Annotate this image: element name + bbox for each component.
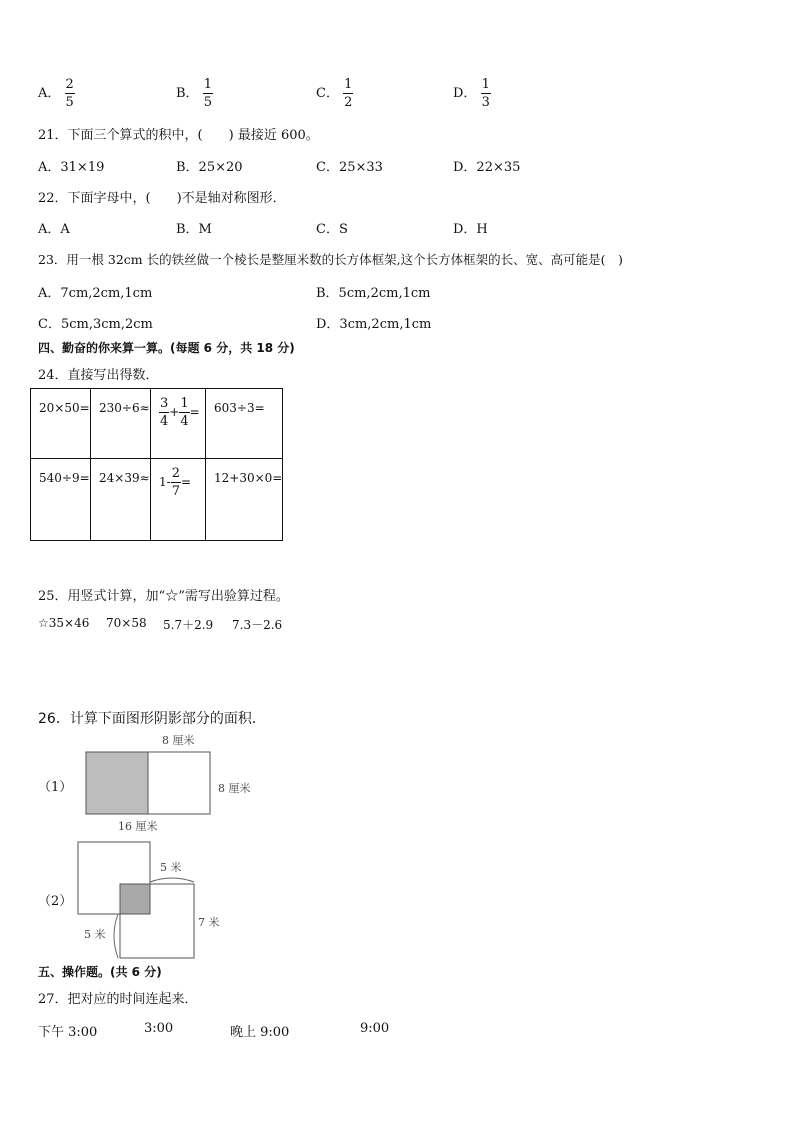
q27-question: 27．把对应的时间连起来． [38,992,198,1007]
q22-option-a: A．A [38,222,70,237]
q25-question: 25．用竖式计算，加“☆”需写出验算过程。 [38,589,289,604]
fraction: $\frac{1}{3}$ [481,77,490,110]
fig2-top-label: 5 米 [160,861,182,874]
q23-option-b: B．5cm,2cm,1cm [316,286,431,301]
figure-2 [76,838,246,963]
fraction: $\frac{3}{4}$ [160,396,169,429]
section-heading: 五、操作题。(共 6 分) [38,965,162,979]
calc-cell: 540÷9= [31,459,91,541]
calc-cell: 24×39≈ [91,459,151,541]
q26-question: 26．计算下面图形阴影部分的面积． [38,711,266,727]
fraction: $\frac{1}{4}$ [180,396,189,429]
time-item: 9:00 [360,1021,390,1036]
q20-option-b [176,78,213,109]
q25-item: 70×58 [106,616,147,630]
option-letter: D． [453,86,477,101]
shaded-overlap [120,884,150,914]
shaded-square [86,752,148,814]
left-brace [114,914,118,958]
q23-option-d: D．3cm,2cm,1cm [316,317,432,332]
option-letter: A． [38,86,61,101]
q25-item: 5.7＋2.9 [163,618,214,632]
fraction: $\frac{1}{5}$ [203,77,212,110]
q21-option-d: D．22×35 [453,160,521,175]
q25-item: ☆35×46 [38,616,90,630]
calc-cell: $\frac{3}{4}$ + $\frac{1}{4}$ = [151,389,206,459]
calc-cell: 1- $\frac{2}{7}$ = [151,459,206,541]
option-letter: C． [316,86,339,101]
calc-cell: 230÷6≈ [91,389,151,459]
q22-option-c: C．S [316,222,348,237]
white-square [148,752,210,814]
fig2-left-label: 5 米 [84,928,106,941]
fig1-top-label: 8 厘米 [162,734,195,747]
q21-question: 21．下面三个算式的积中，( ) 最接近 600。 [38,128,319,143]
top-brace [150,878,194,882]
q25-item: 7.3－2.6 [232,618,283,632]
figure-1-label: （1） [38,780,73,795]
table-row [31,389,283,459]
calc-cell: 20×50= [31,389,91,459]
q22-question: 22．下面字母中，( )不是轴对称图形． [38,191,286,206]
q20-option-a [38,78,75,109]
table-row [31,459,283,541]
calc-cell: 603÷3= [206,389,283,459]
q24-question: 24．直接写出得数． [38,368,159,383]
fraction: $\frac{1}{2}$ [344,77,353,110]
q21-option-c: C．25×33 [316,160,383,175]
option-letter: B． [176,86,199,101]
time-item: 晚上 9:00 [230,1025,290,1040]
q20-option-d [453,78,491,109]
fig1-right-label: 8 厘米 [218,782,251,795]
q21-option-b: B．25×20 [176,160,243,175]
calc-cell: 12+30×0= [206,459,283,541]
q24-calculation-table [30,388,283,541]
section-heading: 四、勤奋的你来算一算。(每题 6 分，共 18 分) [38,341,295,355]
q22-option-d: D．H [453,222,488,237]
fraction: $\frac{2}{5}$ [65,77,74,110]
q20-option-c [316,78,353,109]
time-item: 3:00 [144,1021,174,1036]
figure-1 [80,730,270,840]
fraction: $\frac{2}{7}$ [171,466,180,499]
q22-option-b: B．M [176,222,212,237]
q23-option-c: C．5cm,3cm,2cm [38,317,153,332]
fig1-bottom-label: 16 厘米 [118,820,158,833]
q23-question: 23．用一根 32cm 长的铁丝做一个棱长是整厘米数的长方体框架,这个长方体框架的长、宽、高可能是( ) [38,252,623,267]
time-item: 下午 3:00 [38,1025,98,1040]
q21-option-a: A．31×19 [38,160,105,175]
figure-2-label: （2） [38,894,73,909]
fig2-right-label: 7 米 [198,916,220,929]
q23-option-a: A．7cm,2cm,1cm [38,286,153,301]
